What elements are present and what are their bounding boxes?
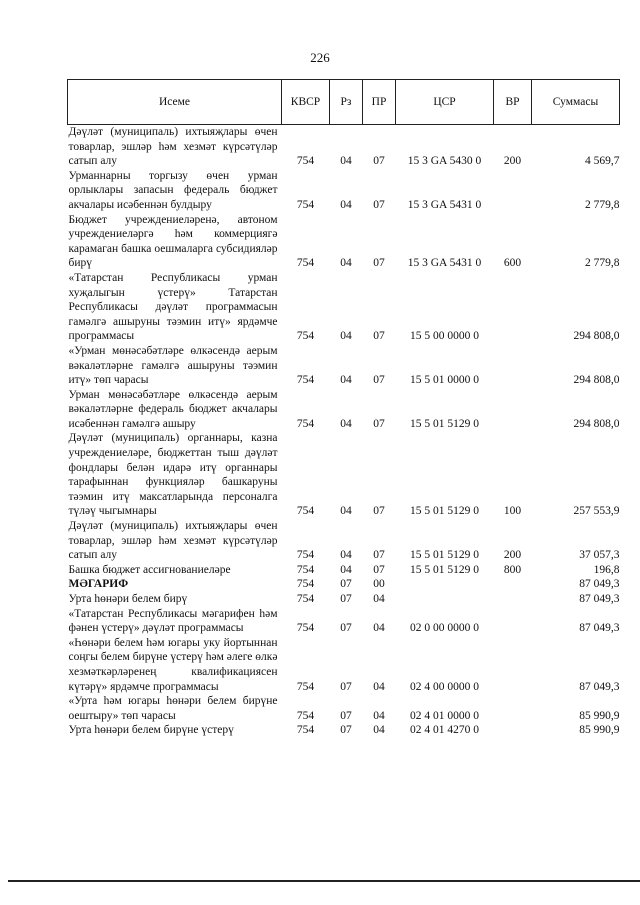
- row-amount: 37 057,3: [579, 549, 620, 562]
- row-name: «Татарстан Республикасы мәгарифен һәм фәнен үстерү» дәүләт программасы: [68, 607, 278, 635]
- table-row: [68, 723, 620, 738]
- row-amount: 87 049,3: [579, 593, 620, 605]
- row-pr: 00: [373, 578, 385, 591]
- row-rz: 04: [340, 417, 352, 430]
- row-rz: 04: [340, 257, 352, 270]
- row-csr: [396, 592, 494, 607]
- row-amount: 87 049,3: [579, 680, 620, 693]
- row-vr: [494, 592, 532, 607]
- row-rz: 04: [340, 198, 352, 211]
- row-name: «Урман мөнәсәбәтләре өлкәсендә аерым вәкаләтләрне гамәлгә ашыруны тәэмин итү» төп чарасы: [68, 344, 278, 387]
- row-vr: 200: [503, 549, 522, 562]
- row-amount: 87 049,3: [579, 622, 620, 635]
- table-row: [68, 563, 620, 578]
- table-row: [68, 213, 620, 271]
- row-pr: 04: [373, 593, 385, 605]
- row-csr: 02 0 00 0000 0: [410, 622, 479, 635]
- row-vr: [494, 271, 532, 344]
- row-rz: 04: [340, 155, 352, 168]
- row-vr: [494, 636, 532, 694]
- row-name: «Татарстан Республикасы урман хуҗалыгын үстерү» Татарстан Республикасы дәүләт программасын гамәлгә ашыруны тәэмин итү» ярдәмче программасы: [68, 271, 278, 343]
- row-name: Урман мөнәсәбәтләре өлкәсендә аерым вәкаләтләрне федераль бюджет акчалары исәбеннән гамәлгә ашыру: [68, 388, 278, 430]
- row-csr: 15 5 00 0000 0: [410, 330, 479, 343]
- row-csr: 02 4 00 0000 0: [410, 680, 479, 693]
- row-rz: 07: [340, 593, 352, 605]
- row-amount: 196,8: [593, 563, 620, 576]
- row-kvsr: 754: [296, 680, 315, 693]
- row-vr: 800: [503, 563, 522, 576]
- row-pr: 07: [373, 257, 385, 270]
- row-name: Башка бюджет ассигнованиеләре: [68, 563, 231, 576]
- row-amount: 85 990,9: [579, 709, 620, 722]
- row-pr: 07: [373, 549, 385, 562]
- row-kvsr: 754: [296, 155, 315, 168]
- row-csr: 02 4 01 0000 0: [410, 709, 479, 722]
- row-pr: 07: [373, 155, 385, 168]
- budget-table: [67, 79, 620, 738]
- row-kvsr: 754: [296, 549, 315, 562]
- row-amount: 87 049,3: [579, 578, 620, 591]
- row-rz: 07: [340, 709, 352, 722]
- row-kvsr: 754: [296, 709, 315, 722]
- row-name: Дәүләт (муниципаль) ихтыяҗлары өчен товарлар, эшләр һәм хезмәт күрсәтүләр сатып алу: [68, 126, 278, 168]
- table-row: [68, 592, 620, 607]
- row-pr: 07: [373, 417, 385, 430]
- row-name: Урта һөнәри белем бирүне үстерү: [68, 724, 234, 737]
- row-pr: 04: [373, 709, 385, 722]
- row-amount: 294 808,0: [573, 330, 620, 343]
- row-csr: 15 3 GA 5431 0: [407, 257, 482, 270]
- table-row: [68, 431, 620, 519]
- row-rz: 07: [340, 622, 352, 635]
- row-kvsr: 754: [296, 257, 315, 270]
- row-pr: 07: [373, 505, 385, 518]
- table-row: [68, 636, 620, 694]
- row-kvsr: 754: [296, 374, 315, 387]
- row-amount: 2 779,8: [585, 257, 620, 270]
- row-csr: 02 4 01 4270 0: [410, 724, 479, 737]
- row-rz: 04: [340, 505, 352, 518]
- row-vr: [494, 723, 532, 738]
- row-name: Дәүләт (муниципаль) органнары, казна учреждениеләре, бюджеттан тыш дәүләт фондлары белән идарә итү органнары тарафыннан функцияләр башкаруны тәэмин итү максатларында персоналга түләү чыгымнары: [68, 432, 278, 518]
- row-name: «Һөнәри белем һәм югары уку йортыннан соңгы белем бирүне үстерү һәм әлеге өлкә хезмәткәрләренең квалификациясен күтәрү» ярдәмче программасы: [68, 636, 278, 693]
- row-csr: 15 5 01 0000 0: [410, 374, 479, 387]
- row-rz: 07: [340, 578, 352, 591]
- row-csr: 15 5 01 5129 0: [410, 563, 479, 576]
- page-number: 226: [310, 50, 330, 65]
- row-amount: 2 779,8: [585, 198, 620, 211]
- col-header-csr: ЦСР: [396, 80, 494, 125]
- row-pr: 04: [373, 622, 385, 635]
- row-vr: 600: [503, 257, 522, 270]
- row-kvsr: 754: [296, 563, 315, 576]
- row-kvsr: 754: [296, 578, 315, 591]
- row-name: Урманнарны торгызу өчен урман орлыклары запасын федераль бюджет акчалары исәбеннән булдыру: [68, 169, 278, 211]
- row-kvsr: 754: [296, 417, 315, 430]
- row-csr: [396, 577, 494, 592]
- row-kvsr: 754: [296, 198, 315, 211]
- row-amount: 4 569,7: [585, 155, 620, 168]
- row-vr: [494, 607, 532, 636]
- row-vr: [494, 388, 532, 432]
- row-vr: [494, 577, 532, 592]
- row-kvsr: 754: [296, 505, 315, 518]
- row-amount: 294 808,0: [573, 417, 620, 430]
- row-pr: 04: [373, 680, 385, 693]
- col-header-kvsr: КВСР: [282, 80, 330, 125]
- table-row: [68, 169, 620, 213]
- row-rz: 07: [340, 724, 352, 737]
- page-bottom-rule: [8, 880, 640, 882]
- row-name: Дәүләт (муниципаль) ихтыяҗлары өчен товарлар, эшләр һәм хезмәт күрсәтүләр сатып алу: [68, 520, 278, 562]
- row-csr: 15 5 01 5129 0: [410, 505, 479, 518]
- header-row: [68, 80, 620, 125]
- row-csr: 15 5 01 5129 0: [410, 417, 479, 430]
- table-row: [68, 694, 620, 723]
- row-vr: 200: [503, 155, 522, 168]
- row-csr: 15 3 GA 5431 0: [407, 198, 482, 211]
- row-csr: 15 3 GA 5430 0: [407, 155, 482, 168]
- col-header-amount: Суммасы: [532, 80, 620, 125]
- row-vr: [494, 694, 532, 723]
- row-pr: 07: [373, 198, 385, 211]
- row-kvsr: 754: [296, 724, 315, 737]
- col-header-pr: ПР: [363, 80, 396, 125]
- row-pr: 07: [373, 563, 385, 576]
- row-amount: 85 990,9: [579, 724, 620, 737]
- row-rz: 04: [340, 330, 352, 343]
- table-row: [68, 125, 620, 169]
- row-rz: 04: [340, 563, 352, 576]
- table-row: [68, 388, 620, 432]
- row-name: МӘГАРИФ: [68, 578, 129, 591]
- col-header-name: Исеме: [68, 80, 282, 125]
- row-kvsr: 754: [296, 593, 315, 605]
- row-amount: 294 808,0: [573, 374, 620, 387]
- col-header-vr: ВР: [494, 80, 532, 125]
- row-vr: [494, 169, 532, 213]
- row-rz: 04: [340, 374, 352, 387]
- row-pr: 07: [373, 374, 385, 387]
- table-row: [68, 344, 620, 388]
- row-csr: 15 5 01 5129 0: [410, 549, 479, 562]
- col-header-rz: Рз: [330, 80, 363, 125]
- row-rz: 07: [340, 680, 352, 693]
- row-name: «Урта һәм югары һөнәри белем бирүне оештыру» төп чарасы: [68, 695, 278, 722]
- row-vr: 100: [503, 505, 522, 518]
- row-vr: [494, 344, 532, 388]
- row-kvsr: 754: [296, 622, 315, 635]
- row-amount: 257 553,9: [573, 505, 620, 518]
- row-kvsr: 754: [296, 330, 315, 343]
- row-pr: 07: [373, 330, 385, 343]
- table-row: [68, 519, 620, 563]
- row-name: Урта һөнәри белем бирү: [68, 593, 188, 605]
- table-row-section: [68, 577, 620, 592]
- table-row: [68, 271, 620, 344]
- table-row: [68, 607, 620, 636]
- row-rz: 04: [340, 549, 352, 562]
- row-pr: 04: [373, 724, 385, 737]
- row-name: Бюджет учреждениеләренә, автоном учреждениеләргә һәм коммерциягә карамаган башка оешмаларга субсидияләр бирү: [68, 213, 278, 270]
